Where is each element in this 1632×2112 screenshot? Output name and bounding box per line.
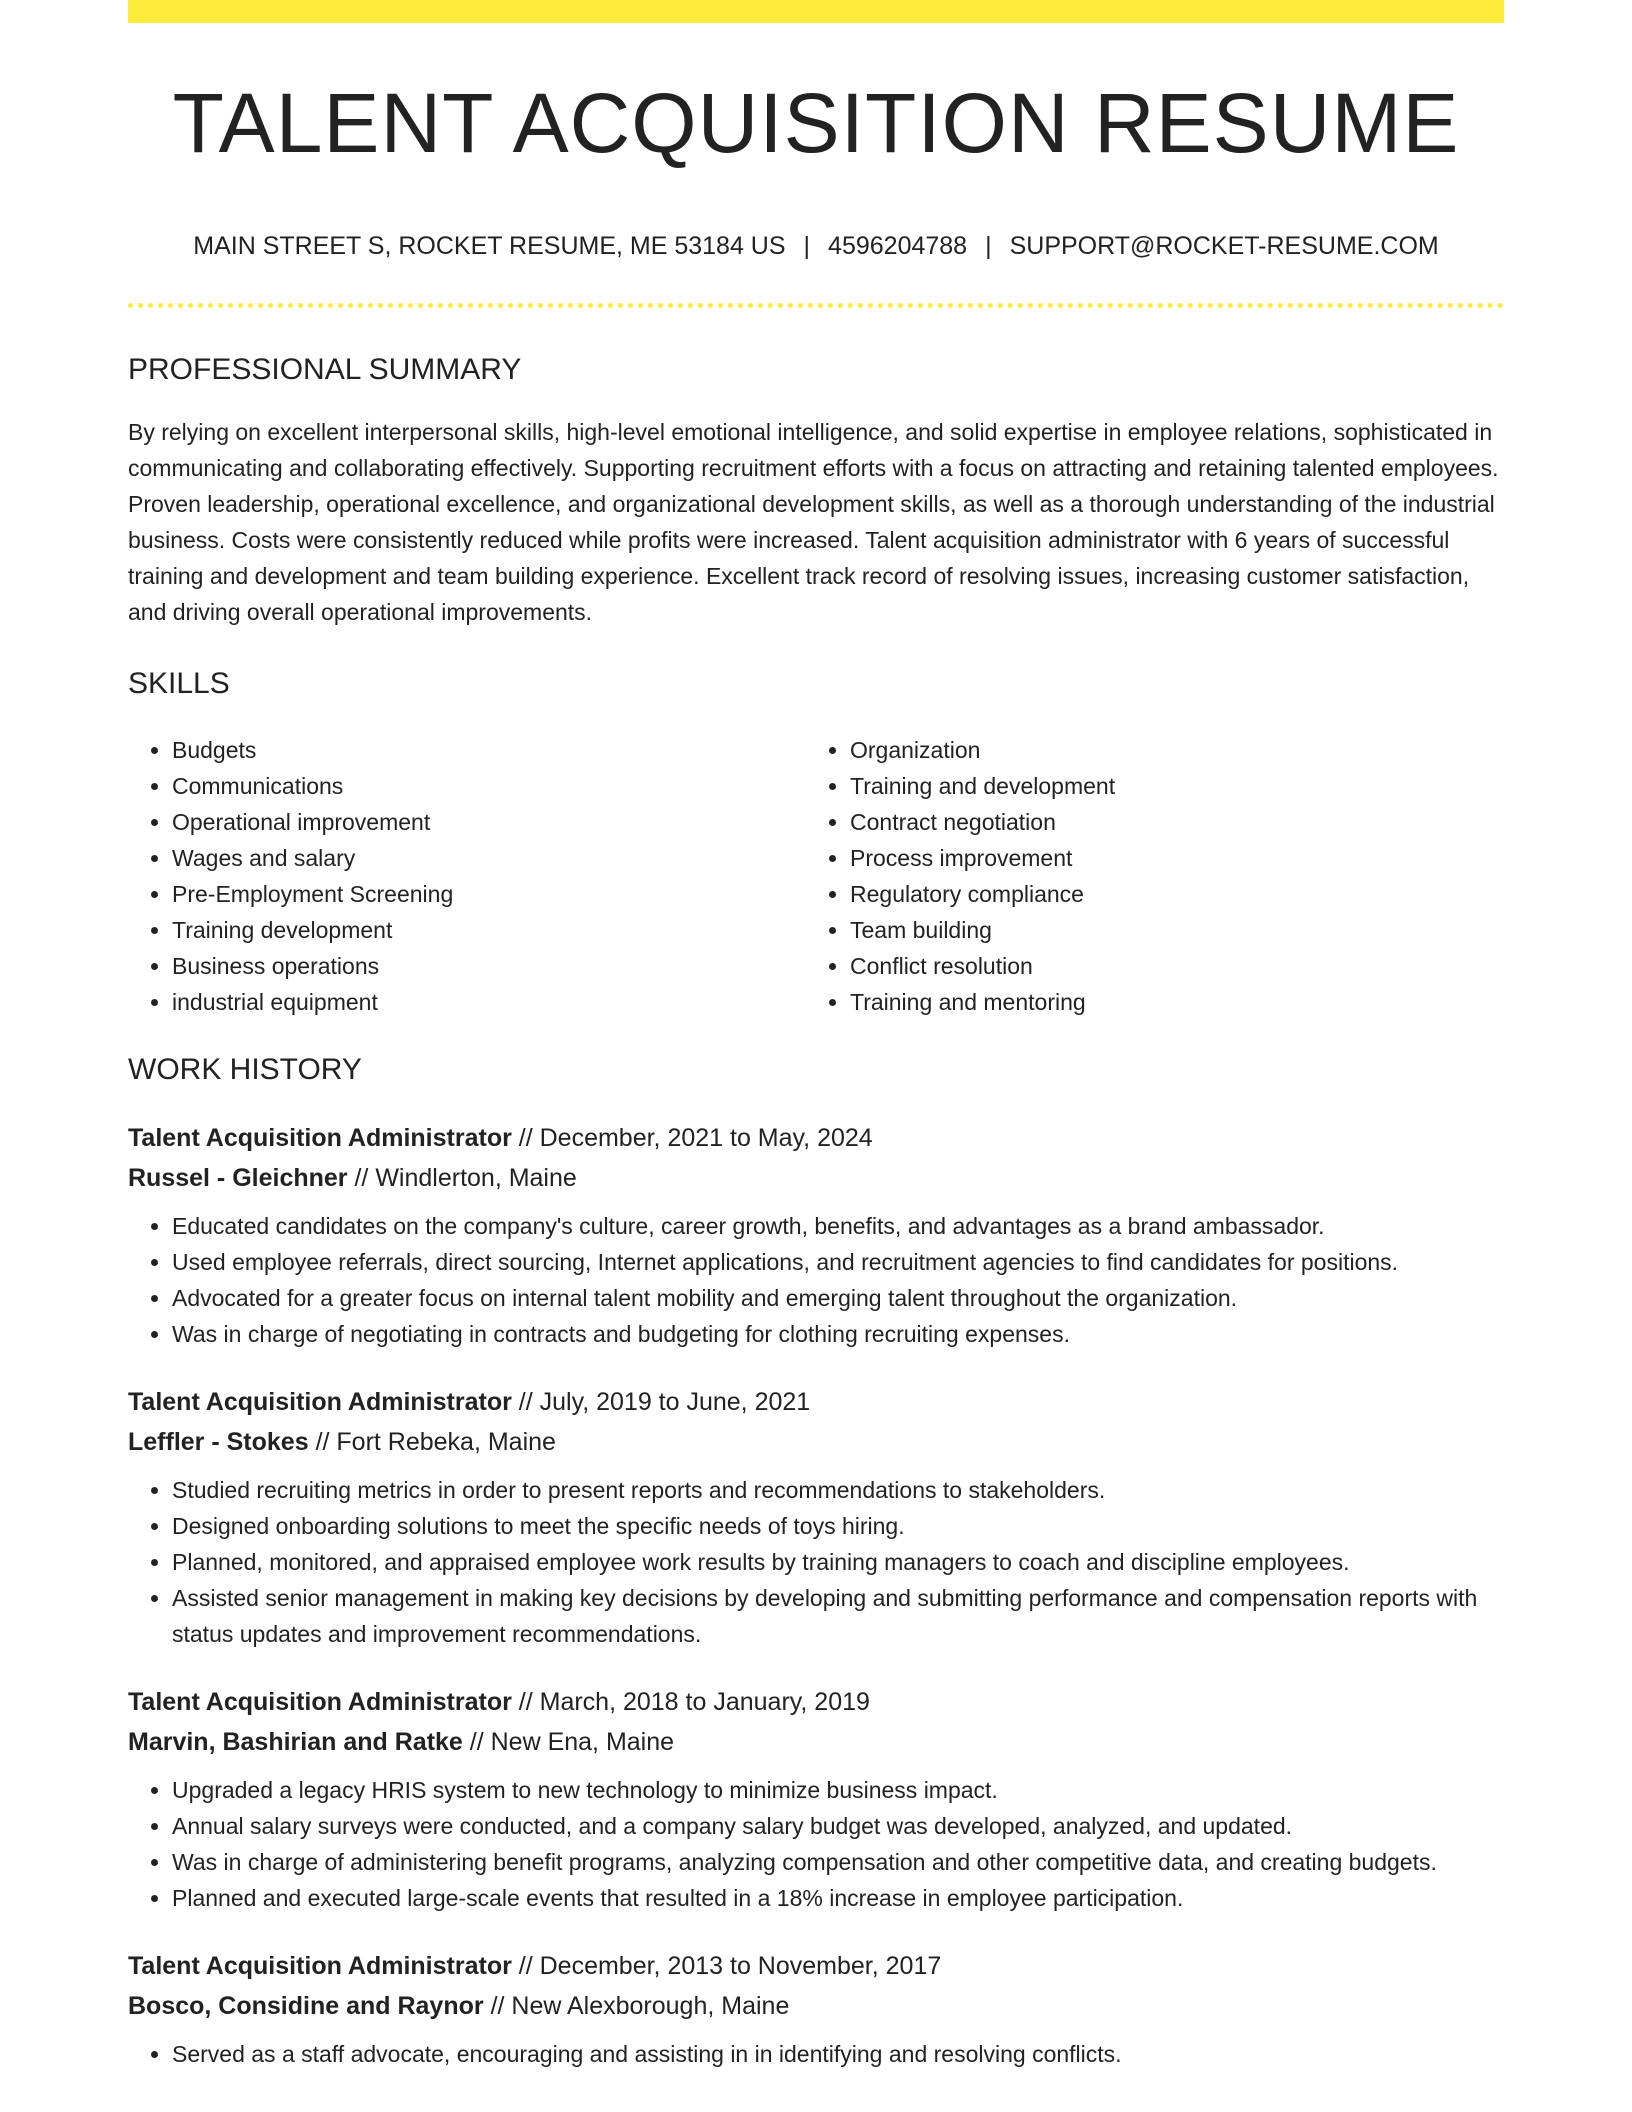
job-bullet: • Served as a staff advocate, encouraging and assisting in in identifying and resolving conflicts. <box>172 2036 1504 2072</box>
job-title-line <box>128 1382 1504 1422</box>
job-entry <box>128 1118 1504 1352</box>
skill-item: • Business operations <box>172 948 806 984</box>
contact-separator: | <box>985 232 992 261</box>
job-title: Talent Acquisition Administrator <box>128 1688 512 1717</box>
job-company-line <box>128 1986 1504 2026</box>
job-location: // Fort Rebeka, Maine <box>315 1428 556 1457</box>
dotted-divider <box>128 303 1504 308</box>
job-bullets <box>128 1472 1504 1652</box>
job-bullet: • Studied recruiting metrics in order to present reports and recommendations to stakeholders. <box>172 1472 1504 1508</box>
contact-address: MAIN STREET S, ROCKET RESUME, ME 53184 US <box>193 232 786 261</box>
skills-list <box>128 732 1504 1020</box>
skills-column-right <box>806 732 1484 1020</box>
skills-column-left <box>128 732 806 1020</box>
job-title-line <box>128 1682 1504 1722</box>
contact-line <box>128 231 1504 261</box>
contact-phone: 4596204788 <box>828 232 968 261</box>
job-bullet: • Was in charge of negotiating in contracts and budgeting for clothing recruiting expenses. <box>172 1316 1504 1352</box>
skills-heading: SKILLS <box>128 667 230 701</box>
skill-item: • Training development <box>172 912 806 948</box>
skill-item: • Training and mentoring <box>850 984 1484 1020</box>
job-bullets <box>128 1208 1504 1352</box>
job-bullets <box>128 2036 1504 2072</box>
skill-item: • Budgets <box>172 732 806 768</box>
job-bullet: • Annual salary surveys were conducted, and a company salary budget was developed, analyzed, and updated. <box>172 1808 1504 1844</box>
job-company: Leffler - Stokes <box>128 1428 309 1457</box>
job-location: // Windlerton, Maine <box>354 1164 577 1193</box>
contact-separator: | <box>803 232 811 261</box>
job-entry <box>128 1682 1504 1916</box>
job-bullet: • Advocated for a greater focus on internal talent mobility and emerging talent throughout the organization. <box>172 1280 1504 1316</box>
job-title: Talent Acquisition Administrator <box>128 1388 512 1417</box>
job-bullet: • Assisted senior management in making key decisions by developing and submitting performance and compensation reports with status updates and improvement recommendations. <box>172 1580 1504 1652</box>
job-title: Talent Acquisition Administrator <box>128 1124 512 1153</box>
contact-email: SUPPORT@ROCKET-RESUME.COM <box>1009 232 1439 261</box>
skill-item: • Wages and salary <box>172 840 806 876</box>
job-bullet: • Planned, monitored, and appraised employee work results by training managers to coach and discipline employees. <box>172 1544 1504 1580</box>
skill-item: • Contract negotiation <box>850 804 1484 840</box>
job-title-line <box>128 1946 1504 1986</box>
job-company-line <box>128 1722 1504 1762</box>
summary-heading: PROFESSIONAL SUMMARY <box>128 353 522 387</box>
work-history-heading: WORK HISTORY <box>128 1053 362 1087</box>
skill-item: • Operational improvement <box>172 804 806 840</box>
skill-item: • Process improvement <box>850 840 1484 876</box>
job-bullet: • Educated candidates on the company's culture, career growth, benefits, and advantages as a brand ambassador. <box>172 1208 1504 1244</box>
job-company-line <box>128 1422 1504 1462</box>
job-bullet: • Planned and executed large-scale events that resulted in a 18% increase in employee participation. <box>172 1880 1504 1916</box>
job-dates: // December, 2013 to November, 2017 <box>518 1952 942 1981</box>
skill-item: • Regulatory compliance <box>850 876 1484 912</box>
resume-page <box>128 0 1504 2072</box>
skill-item: • Conflict resolution <box>850 948 1484 984</box>
resume-title: TALENT ACQUISITION RESUME <box>172 76 1460 170</box>
job-location: // New Alexborough, Maine <box>490 1992 790 2021</box>
job-bullets <box>128 1772 1504 1916</box>
skill-item: • Communications <box>172 768 806 804</box>
skill-item: • Pre-Employment Screening <box>172 876 806 912</box>
job-entry <box>128 1946 1504 2072</box>
job-title-line <box>128 1118 1504 1158</box>
skill-item: • industrial equipment <box>172 984 806 1020</box>
job-title: Talent Acquisition Administrator <box>128 1952 512 1981</box>
job-company: Bosco, Considine and Raynor <box>128 1992 484 2021</box>
accent-top-bar <box>128 0 1504 23</box>
job-company: Russel - Gleichner <box>128 1164 348 1193</box>
job-entry <box>128 1382 1504 1652</box>
job-bullet: • Used employee referrals, direct sourcing, Internet applications, and recruitment agencies to find candidates for positions. <box>172 1244 1504 1280</box>
skill-item: • Organization <box>850 732 1484 768</box>
job-dates: // March, 2018 to January, 2019 <box>518 1688 870 1717</box>
job-location: // New Ena, Maine <box>469 1728 675 1757</box>
job-bullet: • Was in charge of administering benefit programs, analyzing compensation and other competitive data, and creating budgets. <box>172 1844 1504 1880</box>
job-dates: // July, 2019 to June, 2021 <box>518 1388 811 1417</box>
job-bullet: • Upgraded a legacy HRIS system to new technology to minimize business impact. <box>172 1772 1504 1808</box>
job-bullet: • Designed onboarding solutions to meet the specific needs of toys hiring. <box>172 1508 1504 1544</box>
job-dates: // December, 2021 to May, 2024 <box>518 1124 873 1153</box>
summary-text: By relying on excellent interpersonal skills, high-level emotional intelligence, and solid expertise in employee relations, sophisticated in communicating and collaborating effectively. Supporting recruitment efforts with a focus on attracting and retaining talented employees. Proven leadership, operational excellence, and organizational development skills, as well as a thorough understanding of the industrial business. Costs were consistently reduced while profits were increased. Talent acquisition administrator with 6 years of successful training and development and team building experience. Excellent track record of resolving issues, increasing customer satisfaction, and driving overall operational improvements. <box>128 419 1499 626</box>
skill-item: • Team building <box>850 912 1484 948</box>
job-company-line <box>128 1158 1504 1198</box>
skill-item: • Training and development <box>850 768 1484 804</box>
job-company: Marvin, Bashirian and Ratke <box>128 1728 463 1757</box>
